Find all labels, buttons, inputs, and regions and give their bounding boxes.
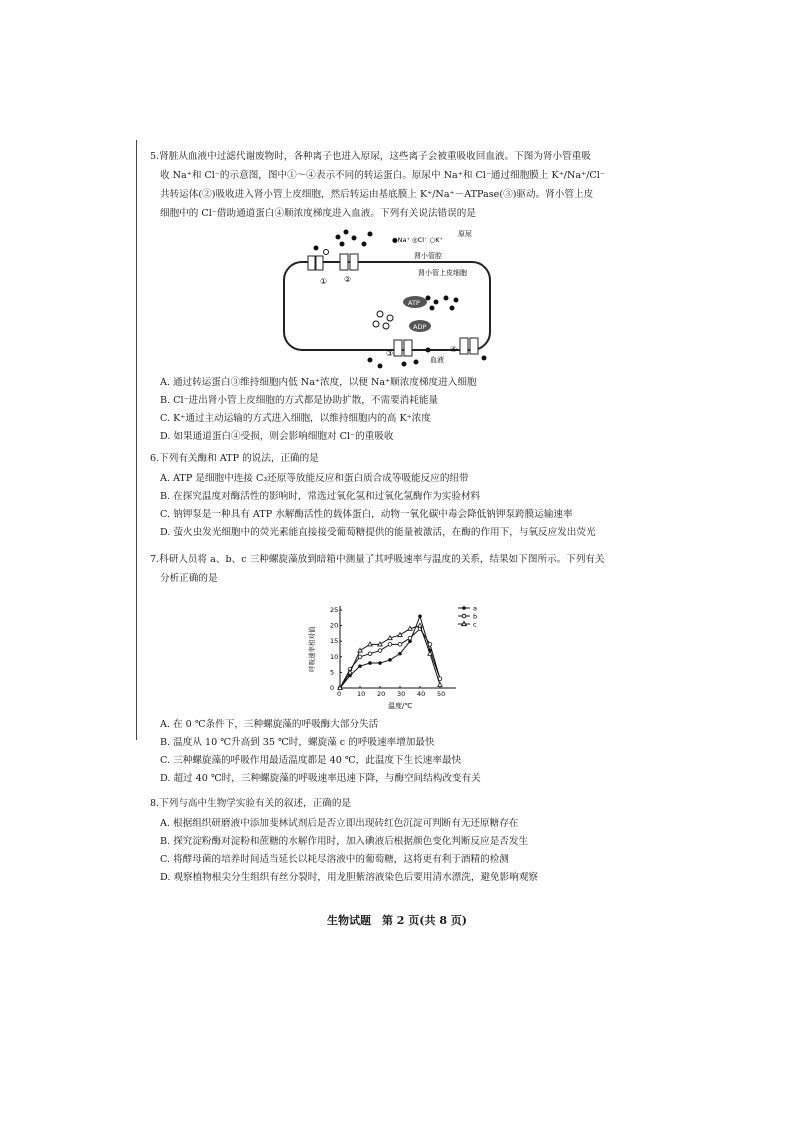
q8-option-c: C. 将酵母菌的培养时间适当延长以耗尽溶液中的葡萄糖，这将更有利于酒精的检测	[160, 854, 509, 865]
x-tick-label: 30	[397, 690, 406, 698]
label-2: ②	[344, 275, 352, 284]
adp-label: ADP	[413, 323, 427, 331]
question-6-options	[160, 470, 680, 542]
q5-line-3: 共转运体(②)吸收进入肾小管上皮细胞，然后转运由基底膜上 K⁺/Na⁺－ATPase(③)驱动。肾小管上皮	[160, 189, 594, 200]
label-tubule-lumen: 肾小管腔	[414, 252, 442, 260]
q8-option-d: D. 观察植物根尖分生组织有丝分裂时，用龙胆紫溶液染色后要用清水漂洗，避免影响观察	[160, 872, 539, 883]
series-a-line	[340, 616, 440, 688]
q7-option-d: D. 超过 40 ℃时，三种螺旋藻的呼吸速率迅速下降，与酶空间结构改变有关	[160, 773, 481, 784]
transporter-3	[386, 340, 412, 358]
x-tick-label: 50	[437, 690, 446, 698]
q7-line-1: 7.科研人员将 a、b、c 三种螺旋藻放到暗箱中测量了其呼吸速率与温度的关系，结果如下图所示。下列有关	[150, 554, 605, 565]
y-tick-label: 5	[330, 668, 335, 677]
q6-option-b: B. 在探究温度对酶活性的影响时，常选过氧化氢和过氧化氢酶作为实验材料	[160, 491, 481, 502]
question-6-stem	[150, 449, 670, 468]
series-c-point	[398, 633, 402, 637]
series-b-point	[388, 643, 392, 647]
margin-line	[136, 140, 137, 740]
transporter-4	[450, 338, 478, 354]
x-tick-label: 0	[337, 690, 342, 698]
question-8-options	[160, 815, 680, 887]
series-a-point	[398, 652, 402, 656]
q6-option-c: C. 钠钾泵是一种具有 ATP 水解酶活性的载体蛋白，动物一氧化碳中毒会降低钠钾泵跨膜运输速率	[160, 509, 573, 520]
y-tick-label: 20	[330, 621, 339, 630]
series-b-point	[378, 649, 382, 653]
label-blood: 血液	[430, 356, 444, 364]
q5-option-d: D. 如果通道蛋白④受损，则会影响细胞对 Cl⁻的重吸收	[160, 431, 394, 442]
q6-option-d: D. 萤火虫发光细胞中的荧光素能直接接受葡萄糖提供的能量被激活，在酶的作用下，与氧反应发出荧光	[160, 527, 596, 538]
series-c-point	[368, 642, 372, 646]
series-b-point	[408, 636, 412, 640]
transporter-1	[308, 256, 327, 286]
question-5-options	[160, 374, 680, 446]
series-b-point	[358, 655, 362, 659]
kidney-tubule-diagram	[280, 222, 500, 370]
y-tick-label: 10	[330, 652, 339, 661]
series-b-point	[398, 643, 402, 647]
question-7-stem	[150, 550, 670, 588]
label-urine: 原尿	[458, 230, 472, 238]
q6-option-a: A. ATP 是细胞中连接 C₃还原等放能反应和蛋白质合成等吸能反应的纽带	[160, 473, 469, 484]
y-axis-label: 呼吸速率相对值	[308, 626, 316, 672]
label-4: ④	[450, 345, 458, 354]
ion-legend: ●Na⁺ ◎Cl⁻ ○K⁺	[392, 236, 443, 244]
q7-option-a: A. 在 0 ℃条件下，三种螺旋藻的呼吸酶大部分失活	[160, 719, 379, 730]
series-a-point	[418, 614, 422, 618]
x-axis-label: 温度/℃	[388, 702, 413, 710]
question-5-stem	[150, 147, 670, 223]
q6-stem: 6.下列有关酶和 ATP 的说法，正确的是	[150, 453, 319, 464]
q8-option-a: A. 根据组织研磨液中添加斐林试剂后是否立即出现砖红色沉淀可判断有无还原糖存在	[160, 818, 519, 829]
series-a-point	[388, 658, 392, 662]
page-footer: 生物试题 第 2 页(共 8 页)	[326, 914, 468, 927]
y-tick-label: 0	[330, 684, 335, 692]
series-b-point	[368, 652, 372, 656]
atp-label: ATP	[408, 299, 420, 307]
x-tick-label: 40	[417, 690, 426, 698]
q7-option-c: C. 三种螺旋藻的呼吸作用最适温度都是 40 ℃，此温度下生长速率最快	[160, 755, 462, 766]
q8-option-b: B. 探究淀粉酶对淀粉和蔗糖的水解作用时，加入碘液后根据颜色变化判断反应是否发生	[160, 836, 529, 847]
series-c-point	[358, 648, 362, 652]
label-3: ③	[386, 349, 394, 358]
series-c-point	[438, 682, 442, 686]
series-c-point	[378, 642, 382, 646]
x-tick-label: 10	[357, 690, 366, 698]
q5-line-2: 收 Na⁺和 Cl⁻的示意图，图中①～④表示不同的转运蛋白。原尿中 Na⁺和 Cl⁻通过细胞膜上 K⁺/Na⁺/Cl⁻	[160, 170, 605, 181]
legend-c-label: c	[473, 620, 477, 629]
y-tick-label: 25	[330, 606, 339, 614]
question-7-options	[160, 716, 680, 788]
transporter-2	[340, 254, 358, 284]
legend-c-marker	[462, 622, 466, 626]
series-c-point	[408, 626, 412, 630]
label-epithelial-cell: 肾小管上皮细胞	[418, 269, 467, 277]
legend-a-marker	[462, 606, 466, 610]
q5-option-a: A. 通过转运蛋白③维持细胞内低 Na⁺浓度，以便 Na⁺顺浓度梯度进入细胞	[160, 377, 477, 388]
q5-option-b: B. Cl⁻进出肾小管上皮细胞的方式都是协助扩散，不需要消耗能量	[160, 395, 439, 406]
legend-a-label: a	[473, 604, 477, 613]
question-8-stem	[150, 794, 670, 813]
q5-line-4: 细胞中的 Cl⁻借助通道蛋白④顺浓度梯度进入血液。下列有关说法错误的是	[160, 208, 476, 219]
legend-b-label: b	[473, 612, 478, 621]
series-a-point	[368, 661, 372, 665]
series-c-point	[388, 636, 392, 640]
q5-line-1: 5.肾脏从血液中过滤代谢废物时，各种离子也进入原尿，这些离子会被重吸收回血液。下图为肾小管重吸	[150, 151, 591, 162]
label-1: ①	[320, 277, 328, 286]
ions-lumen	[314, 230, 373, 255]
series-b-point	[428, 643, 432, 647]
q5-option-c: C. K⁺通过主动运输的方式进入细胞，以维持细胞内的高 K⁺浓度	[160, 413, 431, 424]
respiration-rate-chart	[300, 600, 500, 710]
series-a-point	[358, 664, 362, 668]
x-tick-label: 20	[377, 690, 386, 698]
q8-stem: 8.下列与高中生物学实验有关的叙述，正确的是	[150, 798, 352, 809]
series-a-point	[378, 661, 382, 665]
y-tick-label: 15	[330, 637, 339, 646]
q7-line-2: 分析正确的是	[160, 573, 218, 584]
series-c-point	[428, 651, 432, 655]
legend-b-marker	[462, 614, 466, 618]
series-c-point	[418, 623, 422, 627]
q7-option-b: B. 温度从 10 ℃升高到 35 ℃时，螺旋藻 c 的呼吸速率增加最快	[160, 737, 435, 748]
